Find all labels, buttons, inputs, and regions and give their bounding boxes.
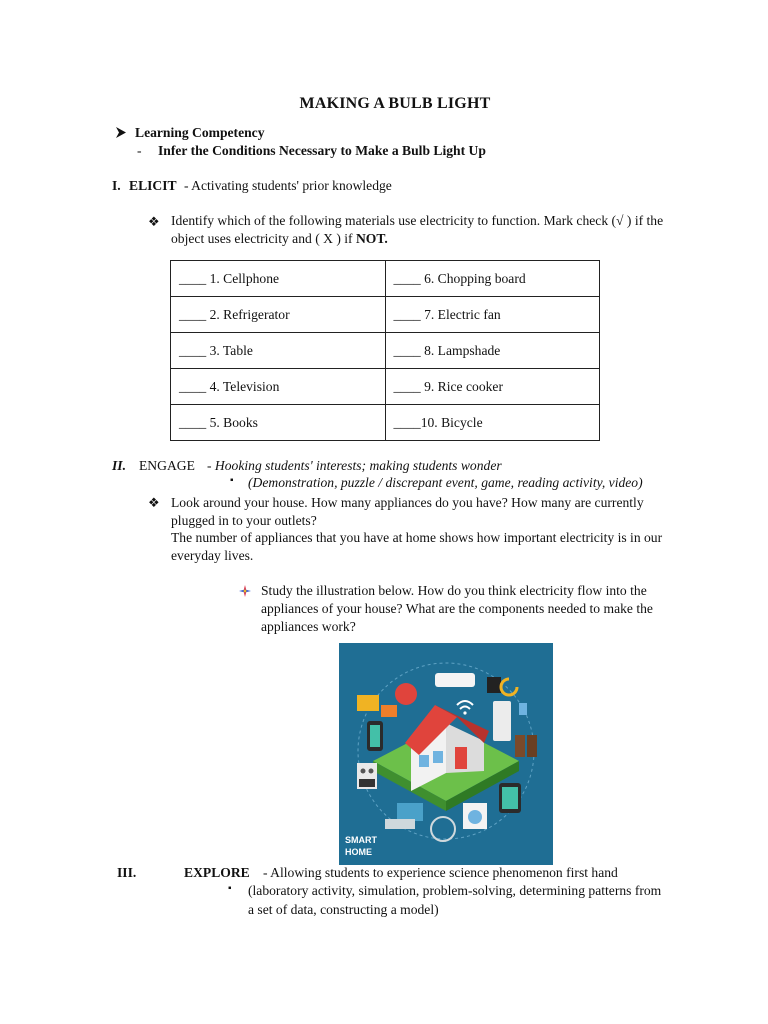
engage-study-line1: Study the illustration below. How do you think electricity flow into the	[261, 583, 647, 598]
arrow-bullet-icon	[115, 126, 127, 143]
elicit-numeral: I.	[112, 178, 121, 193]
elicit-instruction-not: NOT.	[355, 231, 388, 246]
elicit-label: ELICIT	[129, 178, 177, 193]
compass-bullet-icon	[239, 585, 251, 601]
elicit-instruction-line2	[171, 231, 388, 247]
engage-numeral: II.	[112, 458, 126, 473]
explore-sub-line2: a set of data, constructing a model)	[248, 902, 439, 917]
materials-table	[170, 260, 600, 441]
table-cell: ____ 7. Electric fan	[385, 297, 600, 333]
explore-desc: - Allowing students to experience science phenomenon first hand	[263, 865, 618, 880]
table-cell: ____ 9. Rice cooker	[385, 369, 600, 405]
page-title: MAKING A BULB LIGHT	[299, 95, 491, 112]
engage-study-line2: appliances of your house? What are the components needed to make the	[261, 601, 653, 616]
image-label-home: HOME	[345, 847, 372, 857]
diamond-bullet-icon: ❖	[148, 214, 160, 229]
table-row	[171, 405, 600, 441]
table-cell: ____ 8. Lampshade	[385, 333, 600, 369]
smart-home-illustration	[339, 643, 553, 865]
diamond-bullet-icon: ❖	[148, 495, 160, 510]
engage-sub: (Demonstration, puzzle / discrepant event, game, reading activity, video)	[248, 475, 643, 490]
explore-sub-line1: (laboratory activity, simulation, problem-solving, determining patterns from	[248, 883, 662, 898]
smart-home-artwork	[339, 643, 553, 865]
competency-dash: -	[137, 143, 142, 158]
competency-heading: Learning Competency	[135, 125, 265, 140]
engage-study-line3: appliances work?	[261, 619, 356, 634]
table-row	[171, 333, 600, 369]
competency-item: Infer the Conditions Necessary to Make a Bulb Light Up	[158, 143, 486, 158]
table-cell: ____ 2. Refrigerator	[171, 297, 386, 333]
image-label-smart: SMART	[345, 835, 377, 845]
engage-question-line1: Look around your house. How many appliances do you have? How many are currently	[171, 495, 644, 510]
elicit-instruction-line1: Identify which of the following materials use electricity to function. Mark check (√ ) if the	[171, 213, 664, 228]
table-cell: ____ 3. Table	[171, 333, 386, 369]
explore-numeral: III.	[117, 865, 137, 880]
table-row	[171, 369, 600, 405]
table-row	[171, 297, 600, 333]
elicit-instruction-text: object uses electricity and ( X ) if	[171, 231, 356, 246]
explore-label: EXPLORE	[184, 865, 250, 880]
table-cell: ____ 1. Cellphone	[171, 261, 386, 297]
engage-desc: - Hooking students' interests; making students wonder	[207, 458, 502, 473]
engage-question-line4: everyday lives.	[171, 548, 254, 563]
engage-question-line3: The number of appliances that you have at home shows how important electricity is in our	[171, 530, 663, 545]
table-cell: ____ 5. Books	[171, 405, 386, 441]
elicit-desc: - Activating students' prior knowledge	[184, 178, 392, 193]
table-cell: ____ 6. Chopping board	[385, 261, 600, 297]
engage-question-line2: plugged in to your outlets?	[171, 513, 317, 528]
table-row	[171, 261, 600, 297]
engage-label: ENGAGE	[139, 458, 195, 473]
table-cell: ____ 4. Television	[171, 369, 386, 405]
table-cell: ____10. Bicycle	[385, 405, 600, 441]
square-bullet-icon: ▪	[228, 883, 232, 894]
square-bullet-icon: ▪	[230, 475, 234, 486]
